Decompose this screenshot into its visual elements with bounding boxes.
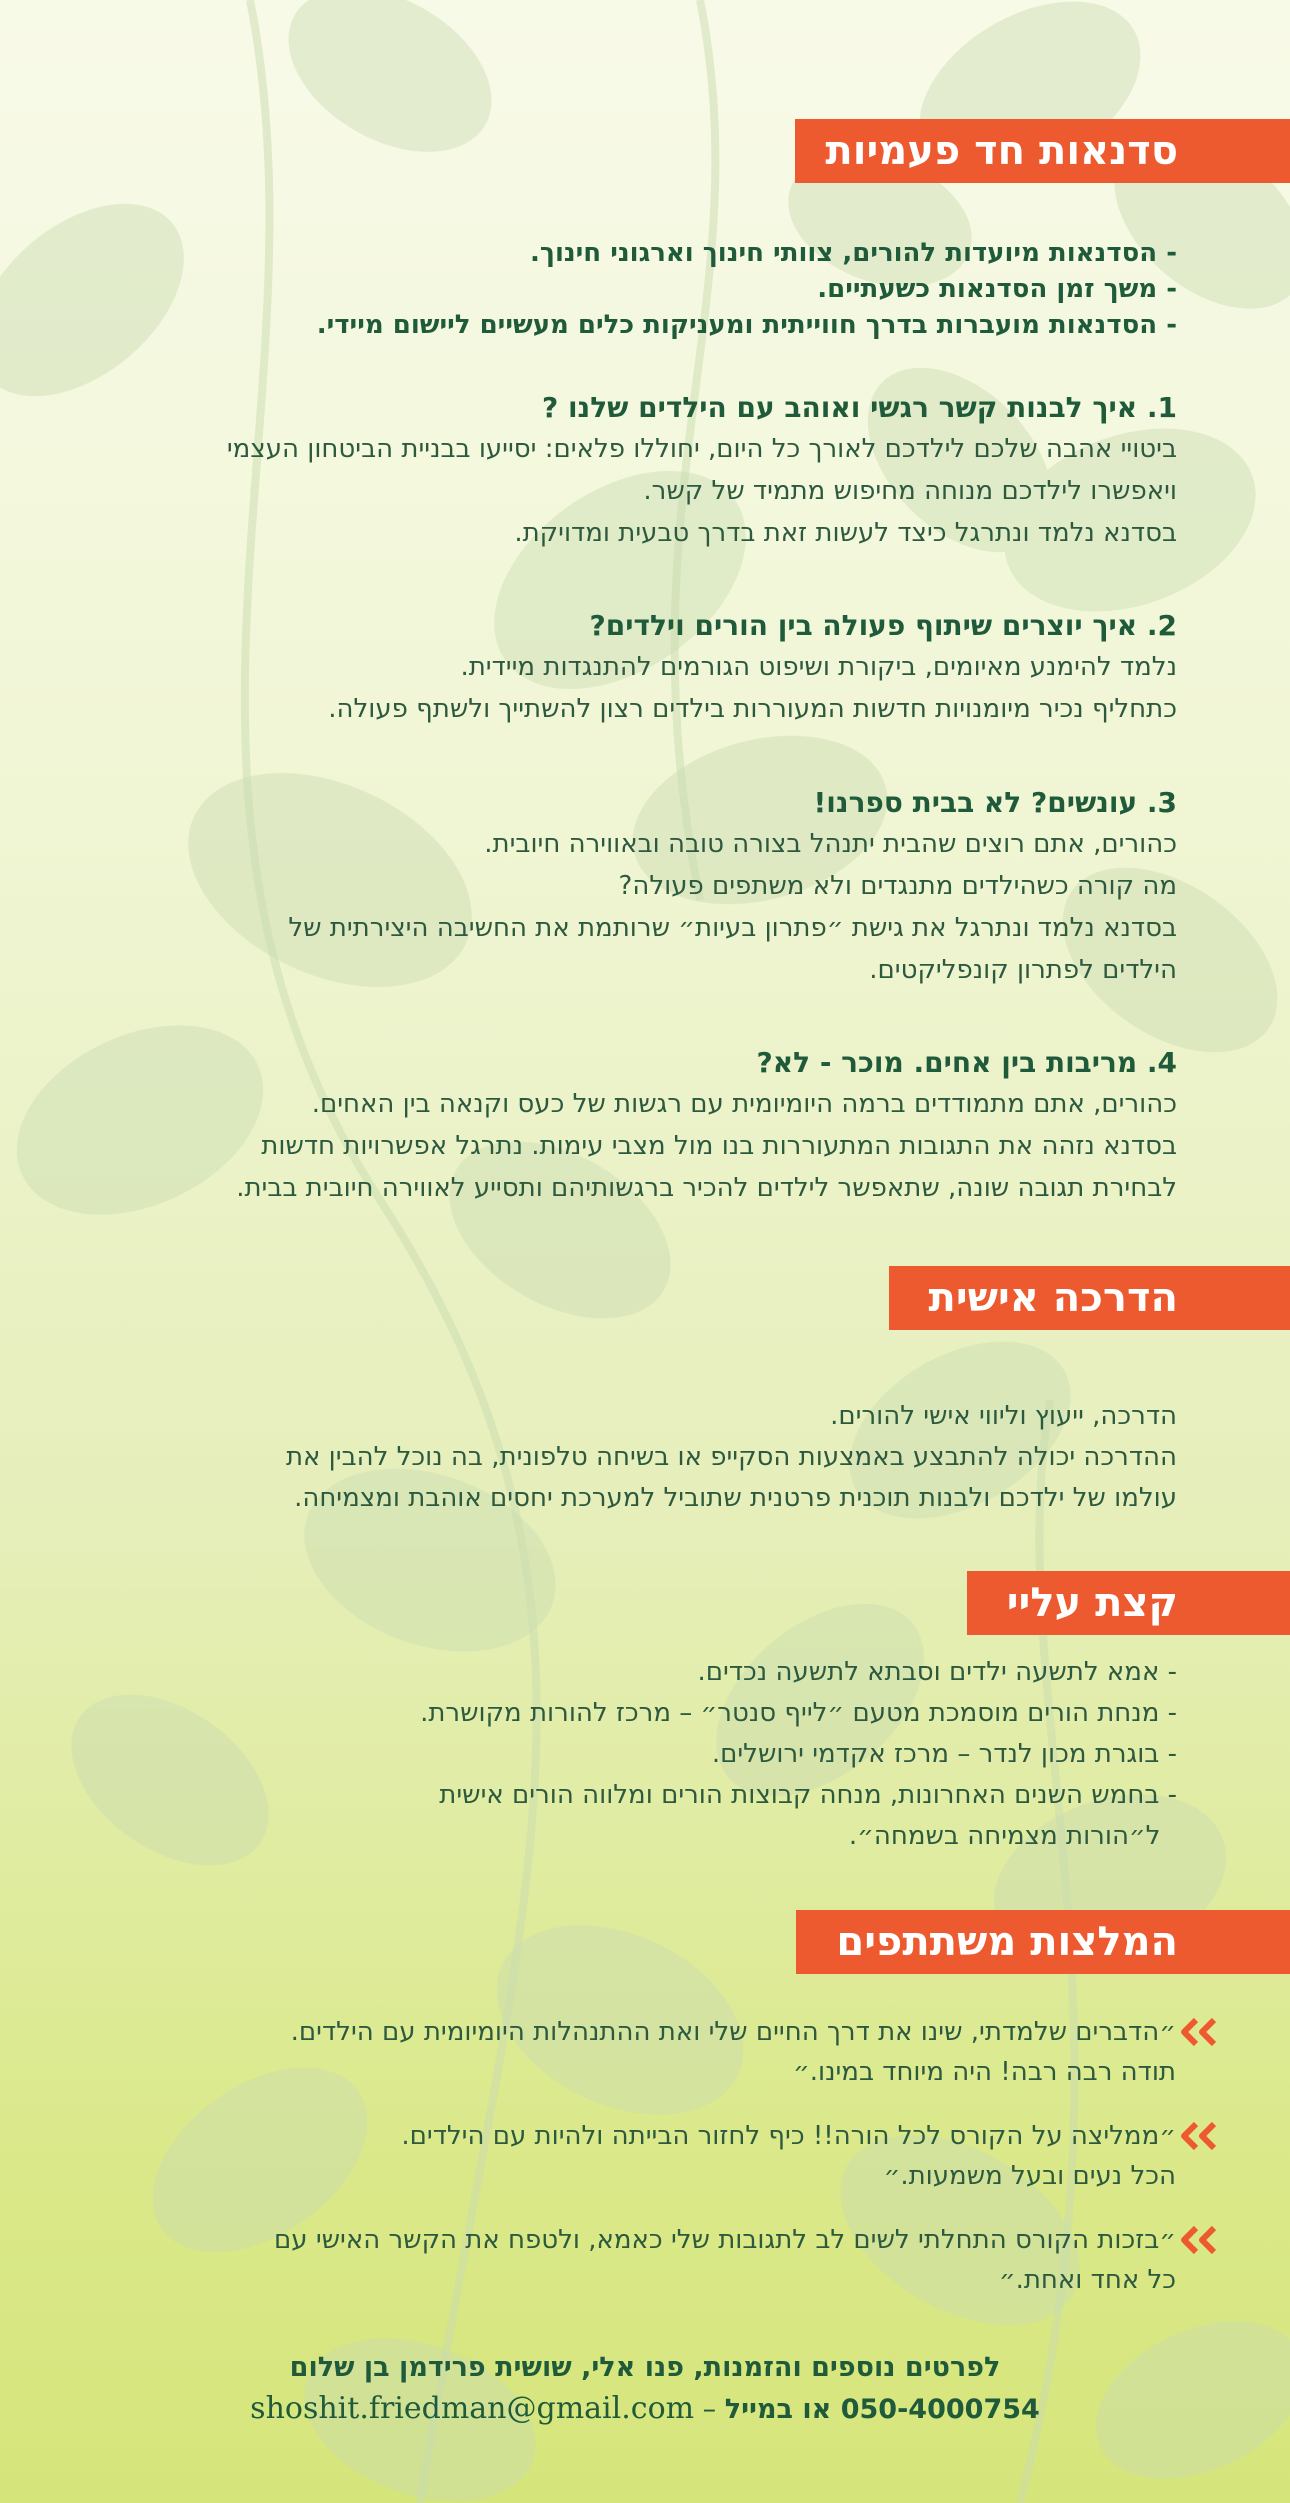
contact-footer <box>0 2348 1290 2431</box>
about-heading: קצת עליי <box>1006 1580 1178 1626</box>
bullet-item: - הסדנאות מיועדות להורים, צוותי חינוך וארגוני חינוך. <box>530 238 1177 268</box>
workshop-item-line: מה קורה כשהילדים מתנגדים ולא משתפים פעולה? <box>618 871 1177 901</box>
bullet-item: - משך זמן הסדנאות כשעתיים. <box>817 274 1177 304</box>
workshop-item-2 <box>97 606 1177 730</box>
workshop-item-line: הילדים לפתרון קונפליקטים. <box>869 955 1177 985</box>
about-line: ל״הורות מצמיחה בשמחה״. <box>848 1821 1177 1851</box>
workshop-item-line: כתחליף נכיר מיומנויות חדשות המעוררות בילדים רצון להשתייך ולשתף פעולה. <box>328 694 1177 724</box>
workshop-item-line: נלמד להימנע מאיומים, ביקורת ושיפוט הגורמים להתנגדות מיידית. <box>460 652 1177 682</box>
guidance-line: ההדרכה יכולה להתבצע באמצעות הסקייפ או בשיחה טלפונית, בה נוכל להבין את <box>285 1442 1177 1472</box>
workshop-item-line: ביטויי אהבה שלכם לילדכם לאורך כל היום, יחוללו פלאים: יסייעו בבניית הביטחון העצמי <box>226 434 1177 464</box>
workshop-item-title: 4. מריבות בין אחים. מוכר - לא? <box>756 1046 1177 1079</box>
testimonial-item <box>40 2116 1220 2196</box>
workshop-item-line: בסדנא נלמד ונתרגל כיצד לעשות זאת בדרך טבעית ומדויקת. <box>514 518 1177 548</box>
section-heading-about <box>967 1571 1290 1635</box>
contact-line <box>0 2388 1290 2431</box>
about-line: - מנחת הורים מוסמכת מטעם ״לייף סנטר״ – מרכז להורות מקושרת. <box>420 1698 1177 1728</box>
workshop-item-line: בסדנא נזהה את התגובות המתעוררות בנו מול מצבי עימות. נתרגל אפשרויות חדשות <box>261 1131 1177 1161</box>
testimonial-line: ״ממליצה על הקורס לכל הורה!! כיף לחזור הבייתה ולהיות עם הילדים. <box>401 2121 1176 2151</box>
guidance-heading: הדרכה אישית <box>928 1275 1178 1321</box>
about-line: - בוגרת מכון לנדר – מרכז אקדמי ירושלים. <box>711 1739 1177 1769</box>
testimonial-line: תודה רבה רבה! היה מיוחד במינו.״ <box>792 2057 1176 2087</box>
about-text <box>97 1652 1177 1857</box>
testimonial-line: כל אחד ואחת.״ <box>998 2265 1176 2295</box>
testimonial-item <box>40 2012 1220 2092</box>
workshop-item-line: כהורים, אתם מתמודדים ברמה היומיומית עם רגשות של כעס וקנאה בין האחים. <box>311 1089 1177 1119</box>
workshop-item-title: 2. איך יוצרים שיתוף פעולה בין הורים וילדים? <box>589 609 1177 642</box>
double-chevron-icon <box>1176 2122 1220 2150</box>
contact-email-link[interactable]: shoshit.friedman@gmail.com <box>250 2391 695 2426</box>
workshops-bullets <box>97 235 1177 343</box>
double-chevron-icon <box>1176 2226 1220 2254</box>
workshop-item-line: לבחירת תגובה שונה, שתאפשר לילדים להכיר ברגשותיהם ותסייע לאווירה חיובית בבית. <box>236 1173 1177 1203</box>
workshop-item-4 <box>97 1043 1177 1209</box>
workshop-item-line: בסדנא נלמד ונתרגל את גישת ״פתרון בעיות״ שרותמת את החשיבה היצירתית של <box>288 913 1177 943</box>
testimonial-item <box>40 2220 1220 2300</box>
bullet-item: - הסדנאות מועברות בדרך חווייתית ומעניקות כלים מעשיים ליישום מיידי. <box>316 310 1177 340</box>
workshop-item-title: 3. עונשים? לא בבית ספרנו! <box>813 786 1177 819</box>
workshop-item-line: ויאפשרו לילדכם מנוחה מחיפוש מתמיד של קשר. <box>643 476 1177 506</box>
contact-phone: 050-4000754 או במייל <box>724 2394 1040 2425</box>
contact-title: לפרטים נוספים והזמנות, פנו אלי, שושית פרידמן בן שלום <box>289 2352 1001 2383</box>
workshop-item-3 <box>97 783 1177 991</box>
section-heading-guidance <box>889 1266 1290 1330</box>
testimonial-line: הכל נעים ובעל משמעות.״ <box>883 2161 1176 2191</box>
about-line: - אמא לתשעה ילדים וסבתא לתשעה נכדים. <box>697 1657 1177 1687</box>
workshops-heading: סדנאות חד פעמיות <box>825 128 1178 174</box>
section-heading-workshops <box>795 119 1290 183</box>
workshop-item-line: כהורים, אתם רוצים שהבית יתנהל בצורה טובה ובאווירה חיובית. <box>484 829 1177 859</box>
testimonial-line: ״בזכות הקורס התחלתי לשים לב לתגובות שלי כאמא, ולטפח את הקשר האישי עם <box>274 2225 1176 2255</box>
guidance-line: הדרכה, ייעוץ וליווי אישי להורים. <box>830 1401 1177 1431</box>
double-chevron-icon <box>1176 2018 1220 2046</box>
testimonials-heading: המלצות משתתפים <box>836 1919 1178 1965</box>
guidance-line: עולמו של ילדכם ולבנות תוכנית פרטנית שתוביל למערכת יחסים אוהבת ומצמיחה. <box>294 1483 1177 1513</box>
guidance-text <box>97 1396 1177 1519</box>
about-line: - בחמש השנים האחרונות, מנחה קבוצות הורים ומלווה הורים אישית <box>439 1780 1177 1810</box>
section-heading-testimonials <box>796 1910 1290 1974</box>
workshop-item-title: 1. איך לבנות קשר רגשי ואוהב עם הילדים שלנו ? <box>541 391 1177 424</box>
workshop-item-1 <box>97 388 1177 554</box>
testimonial-line: ״הדברים שלמדתי, שינו את דרך החיים שלי ואת ההתנהלות היומיומית עם הילדים. <box>290 2017 1176 2047</box>
contact-dash: – <box>702 2394 717 2425</box>
